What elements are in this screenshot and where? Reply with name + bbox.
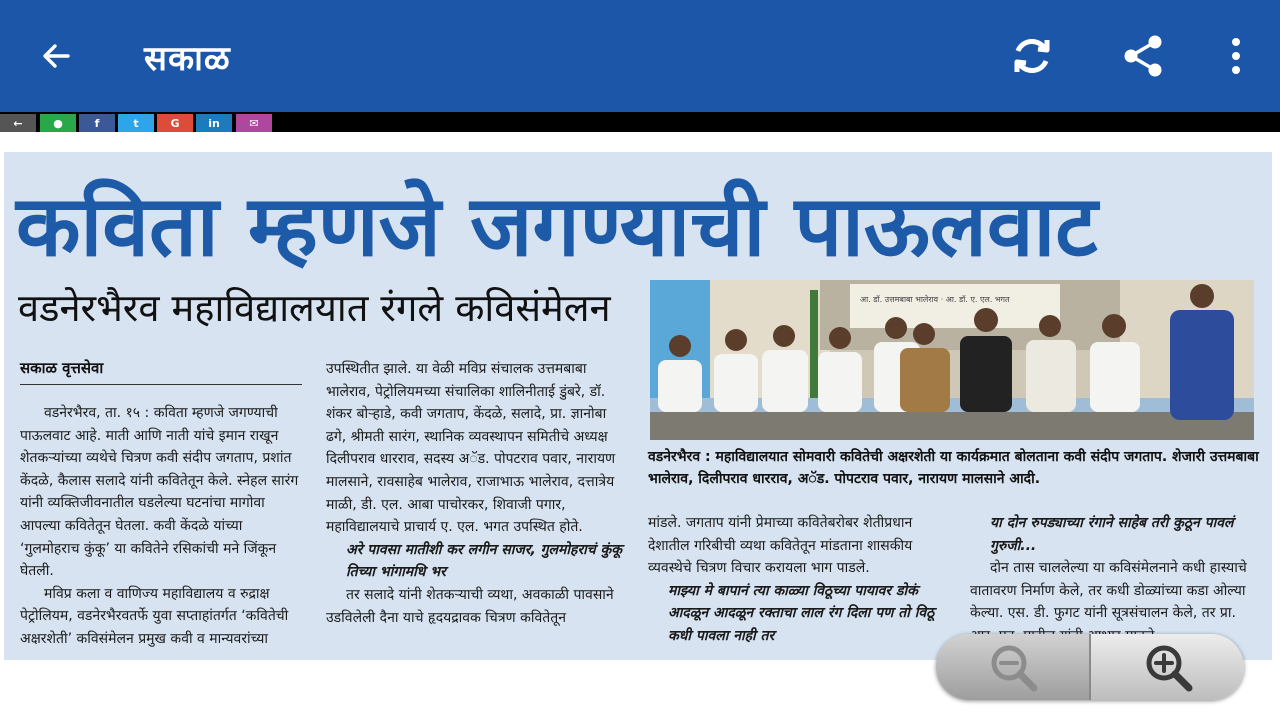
twitter-icon: t xyxy=(133,116,139,130)
share-back-button[interactable] xyxy=(0,114,36,132)
refresh-icon xyxy=(1007,31,1057,81)
article-photo xyxy=(650,280,1254,440)
back-arrow-icon xyxy=(38,38,74,74)
zoom-in-icon xyxy=(1140,639,1196,695)
share-email-button[interactable] xyxy=(236,114,272,132)
article-column-3 xyxy=(648,512,944,648)
app-toolbar xyxy=(0,0,1280,112)
google-plus-icon: G xyxy=(170,116,180,130)
refresh-button[interactable] xyxy=(1004,28,1060,84)
poem-quote: या दोन रुपड्याच्या रंगाने साहेब तरी कुठून पावलं गुरुजी... xyxy=(990,515,1234,554)
article-headline: कविता म्हणजे जगण्याची पाऊलवाट xyxy=(16,177,1098,275)
facebook-icon: f xyxy=(94,116,100,130)
poem-quote: अरे पावसा मातीशी कर लगीन साजर, गुलमोहराचं कुंकू तिच्या भांगामधि भर xyxy=(346,541,623,581)
zoom-out-icon xyxy=(985,639,1041,695)
linkedin-icon: in xyxy=(208,116,220,130)
back-button[interactable] xyxy=(28,32,84,80)
zoom-control xyxy=(936,634,1244,700)
poem-quote: माझ्या मे बापानं त्या काळ्या विठूच्या पायावर डोकं आदळून आदळून रक्ताचा लाल रंग दिला पण तो विठू कधी पावला नाही तर xyxy=(668,582,935,644)
article-column-4 xyxy=(970,512,1260,648)
share-button[interactable] xyxy=(1116,28,1172,84)
share-google-plus-button[interactable] xyxy=(157,114,193,132)
comment-icon: ● xyxy=(53,116,63,130)
share-twitter-button[interactable] xyxy=(118,114,154,132)
article-byline: सकाळ वृत्तसेवा xyxy=(20,359,104,377)
overflow-menu-button[interactable] xyxy=(1208,28,1264,84)
photo-banner-text: आ. डॉ. उत्तमबाबा भालेराव · आ. डॉ. ए. एल. भगत xyxy=(860,295,1010,304)
zoom-out-button[interactable] xyxy=(936,634,1089,700)
article-subheadline: वडनेरभैरव महाविद्यालयात रंगले कविसंमेलन xyxy=(18,286,611,330)
article-paragraph: मांडले. जगताप यांनी प्रेमाच्या कवितेबरोबर शेतीप्रधान देशातील गरिबीची व्यथा कवितेतून मांडताना शासकीय व्यवस्थेचे चित्रण विचार करायला भाग पाडले. xyxy=(648,515,913,577)
share-facebook-button[interactable] xyxy=(79,114,115,132)
app-title: सकाळ xyxy=(144,39,231,79)
newspaper-clipping xyxy=(4,152,1272,660)
article-paragraph: उपस्थितीत झाले. या वेळी मविप्र संचालक उत्तमबाबा भालेराव, पेट्रोलियमच्या संचालिका शालिनीताई डुंबरे, डॉ. शंकर बोऱ्हाडे, कवी जगताप, केंदळे, सलादे, प्रा. ज्ञानोबा ढगे, श्रीमती सारंग, स्थानिक व्यवस्थापन समितीचे अध्यक्ष दिलीपराव धारराव, सदस्य अॅड. पोपटराव पवार, नारायण मालसाने, रावसाहेब भालेराव, राजाभाऊ भालेराव, दत्तात्रेय माळी, डी. एल. आबा पाचोरकर, शिवाजी पगार, महाविद्यालयाचे प्राचार्य ए. एल. भगत उपस्थित होते. xyxy=(326,361,616,536)
share-comment-button[interactable] xyxy=(40,114,76,132)
email-icon: ✉ xyxy=(249,116,259,130)
share-strip xyxy=(0,112,1280,132)
photo-caption: वडनेरभैरव : महाविद्यालयात सोमवारी कवितेची अक्षरशेती या कार्यक्रमात बोलताना कवी संदीप जगताप. शेजारी उत्तमबाबा भालेराव, दिलीपराव धारराव, अॅड. पोपटराव पवार, नारायण मालसाने आदी. xyxy=(648,449,1259,487)
share-icon xyxy=(1119,31,1169,81)
article-column-2 xyxy=(326,358,626,629)
article-paragraph: तर सलादे यांनी शेतकऱ्याची व्यथा, अवकाळी पावसाने उडविलेली दैना याचे हृदयद्रावक चित्रण कवितेतून xyxy=(326,586,614,626)
back-icon: ← xyxy=(13,116,23,130)
article-paragraph: मविप्र कला व वाणिज्य महाविद्यालय व रुद्राक्ष पेट्रोलियम, वडनेरभैरवतर्फे युवा सप्ताहांतर्गत ‘कवितेची अक्षरशेती’ कविसंमेलन प्रमुख कवी व मान्यवरांच्या xyxy=(20,585,289,647)
more-vert-icon xyxy=(1226,36,1246,76)
zoom-in-button[interactable] xyxy=(1091,634,1244,700)
share-linkedin-button[interactable] xyxy=(196,114,232,132)
article-column-1 xyxy=(20,402,306,651)
article-paragraph: दोन तास चाललेल्या या कविसंमेलनाने कधी हास्याचे वातावरण निर्माण केले, तर कधी डोळ्यांच्या कडा ओल्या केल्या. एस. डी. फुगट यांनी सूत्रसंचालन केले, तर प्रा. xyxy=(970,560,1247,622)
article-paragraph: वडनेरभैरव, ता. १५ : कविता म्हणजे जगण्याची पाऊलवाट आहे. माती आणि नाती यांचे इमान राखून शेतकऱ्यांच्या व्यथेचे चित्रण कवी संदीप जगताप, प्रशांत केंदळे, कैलास सलादे यांनी कवितेतून केले. स्नेहल सारंग यांनी व्यक्तिजीवनातील घडलेल्या घटनांचा मागोवा आपल्या कवितेतून घेतला. कवी केंदळे यांच्या ‘गुलमोहराच कुंकू’ या कवितेने रसिकांची मने जिंकून घेतली. xyxy=(20,405,299,580)
byline-divider xyxy=(20,384,302,385)
